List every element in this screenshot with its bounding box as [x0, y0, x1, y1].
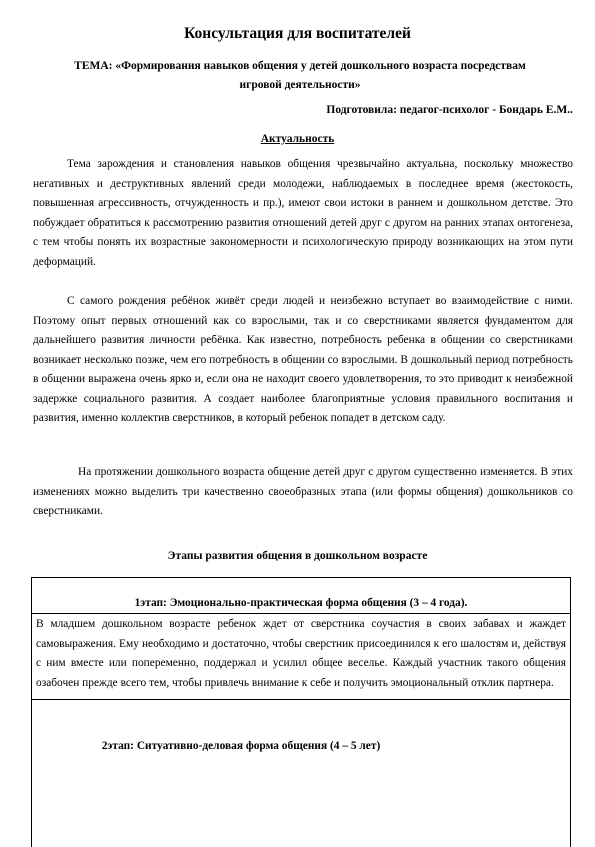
stage-2-heading: 2этап: Ситуативно-деловая форма общения (4 – 5 лет)	[101, 740, 381, 752]
stage-1-text: В младшем дошкольном возрасте ребенок ждет от сверстника соучастия в своих забавах и жаждет самовыражения. Ему необходимо и достаточно, чтобы сверстник присоединился к его шалостям и, действуя с ним вместе или попеременно, поддержал и усилил общее веселье. Каждый участник такого общения озабочен прежде всего тем, чтобы привлечь внимание к себе и получить эмоциональный отклик партнера.	[32, 613, 570, 700]
document-topic: ТЕМА: «Формирования навыков общения у детей дошкольного возраста посредствам игровой деятельности»	[74, 60, 526, 91]
stages-title: Этапы развития общения в дошкольном возрасте	[167, 550, 428, 562]
paragraph-2: С самого рождения ребёнок живёт среди людей и неизбежно вступает во взаимодействие с ними. Поэтому опыт первых отношений как со взрослыми, так и со сверстниками является фундаментом для дальнейшего развития личности ребёнка. Как известно, потребность ребенка в общении со сверстниками возникает несколько позже, чем его потребность в общении со взрослыми. В дошкольный период потребность в общении выражена очень ярко и, если она не находит своего удовлетворения, то это приводит к неизбежной задержке социального развития. А создает наиболее благоприятные условия правильного воспитания и развития, именно коллектив сверстников, в который ребенок попадет в детском саду.	[33, 295, 573, 424]
paragraph-3: На протяжении дошкольного возраста общение детей друг с другом существенно изменяется. В этих изменениях можно выделить три качественно своеобразных этапа (или формы общения) дошкольников со сверстниками.	[33, 466, 573, 517]
paragraph-1: Тема зарождения и становления навыков общения чрезвычайно актуальна, поскольку множество негативных и деструктивных явлений среди молодежи, наблюдаемых в последнее время (жестокость, повышенная агрессивность, отчужденность и пр.), имеют свои истоки в раннем и дошкольном детстве. Это побуждает обратиться к рассмотрению развития отношений детей друг с другом на ранних этапах онтогенеза, с тем чтобы понять их возрастные закономерности и психологическую природу возникающих на этом пути деформаций.	[33, 158, 573, 268]
stages-table	[31, 577, 571, 847]
document-title: Консультация для воспитателей	[184, 25, 411, 42]
section-heading: Актуальность	[260, 133, 335, 145]
stage-1-heading: 1этап: Эмоционально-практическая форма общения (3 – 4 года).	[134, 597, 468, 609]
document-author: Подготовила: педагог-психолог - Бондарь Е.М..	[326, 104, 573, 116]
